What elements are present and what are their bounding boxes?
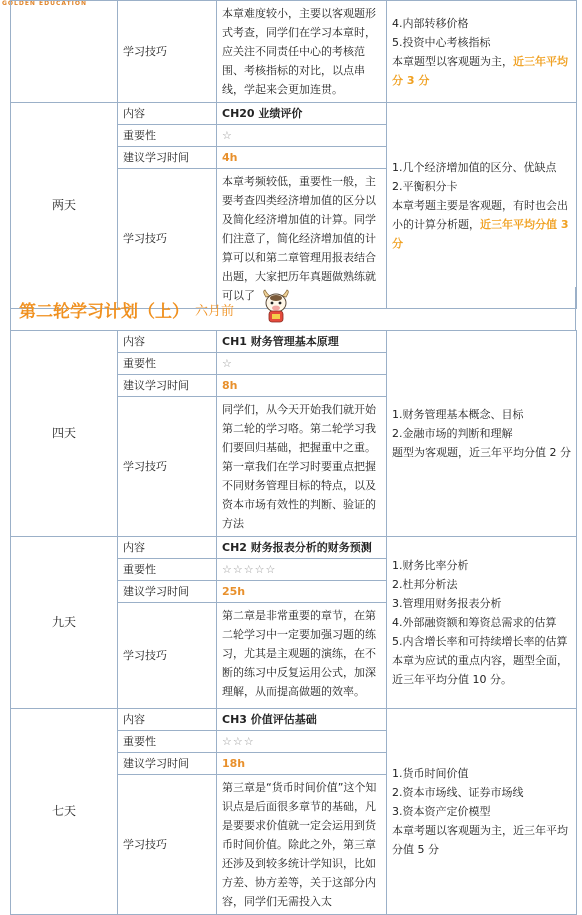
- study-hours: 4h: [217, 147, 387, 169]
- label-time: 建议学习时间: [118, 147, 217, 169]
- table-row: [11, 1, 577, 103]
- section-heading: [10, 287, 576, 330]
- day-cell: 九天: [11, 537, 118, 709]
- label-content: 内容: [118, 331, 217, 353]
- table-row: [11, 537, 577, 559]
- skills-text: 本章考频较低，重要性一般，主要考查四类经济增加值的区分以及简化经济增加值的计算。同学们注意了，简化经济增加值的计算可以和第二章管理用报表结合出题，大家把历年真题做熟练就可以了: [217, 169, 387, 309]
- study-hours: 8h: [217, 375, 387, 397]
- table-row: [11, 709, 577, 731]
- label-skills: 学习技巧: [118, 603, 217, 709]
- highlight-score: 近三年平均分 3 分: [392, 54, 568, 87]
- day-cell: 七天: [11, 709, 118, 915]
- skills-text: 同学们，从今天开始我们就开始第二轮的学习咯。第二轮学习我们要回归基础，把握重中之重。第一章我们在学习时要重点把握不同财务管理目标的特点，以及资本市场有效性的判断、验证的方法: [217, 397, 387, 537]
- highlight-score: 近三年平均分值 3 分: [392, 218, 569, 250]
- study-plan-table-upper: [10, 0, 577, 309]
- label-content: 内容: [118, 103, 217, 125]
- key-point: 1.财务管理基本概念、目标: [392, 408, 524, 421]
- chapter-title: CH1 财务管理基本原理: [217, 331, 387, 353]
- skills-text: 本章难度较小，主要以客观题形式考查，同学们在学习本章时，应关注不同责任中心的考核范围、考核指标的对比，以点串线，学起来会更加连贯。: [217, 1, 387, 103]
- note-text: 本章题型以客观题为主，近三年平均分 3 分: [392, 54, 568, 87]
- chapter-title: CH20 业绩评价: [217, 103, 387, 125]
- label-time: 建议学习时间: [118, 581, 217, 603]
- key-point: 2.金融市场的判断和理解: [392, 427, 513, 440]
- key-point: 5.投资中心考核指标: [392, 35, 491, 49]
- label-skills: 学习技巧: [118, 169, 217, 309]
- key-point: 3.管理用财务报表分析: [392, 597, 502, 610]
- key-point: 4.内部转移价格: [392, 16, 469, 30]
- study-plan-table-lower: [10, 330, 577, 915]
- label-time: 建议学习时间: [118, 753, 217, 775]
- skills-text: 第三章是“货币时间价值”这个知识点是后面很多章节的基础，凡是要要求价值就一定会运用到货币时间价值。除此之外，第三章还涉及到较多统计学知识，比如方差、协方差等，关于这部分内容，同学们无需投入太: [217, 775, 387, 915]
- section-subtitle: 六月前: [195, 304, 235, 319]
- importance-stars: ☆☆☆☆☆: [217, 559, 387, 581]
- key-points-cell: [387, 1, 577, 103]
- label-importance: 重要性: [118, 559, 217, 581]
- key-points-cell: [387, 103, 577, 309]
- label-skills: 学习技巧: [118, 397, 217, 537]
- label-content: 内容: [118, 537, 217, 559]
- importance-stars: ☆☆☆: [217, 731, 387, 753]
- key-point: 2.杜邦分析法: [392, 578, 458, 591]
- key-point: 2.平衡积分卡: [392, 180, 458, 193]
- chapter-title: CH3 价值评估基础: [217, 709, 387, 731]
- label-skills: 学习技巧: [118, 1, 217, 103]
- chapter-title: CH2 财务报表分析的财务预测: [217, 537, 387, 559]
- label-importance: 重要性: [118, 125, 217, 147]
- day-cell: 四天: [11, 331, 118, 537]
- label-time: 建议学习时间: [118, 375, 217, 397]
- label-skills: 学习技巧: [118, 775, 217, 915]
- key-point: 5.内含增长率和可持续增长率的估算: [392, 635, 568, 648]
- day-cell: 两天: [11, 103, 118, 309]
- key-point: 2.资本市场线、证券市场线: [392, 786, 524, 799]
- importance-stars: ☆: [217, 353, 387, 375]
- note-text: 本章为应试的重点内容，题型全面，近三年平均分值 10 分。: [392, 654, 568, 686]
- key-point: 3.资本资产定价模型: [392, 805, 491, 818]
- label-content: 内容: [118, 709, 217, 731]
- day-cell-empty: [11, 1, 118, 103]
- table-row: [11, 331, 577, 353]
- cartoon-ox-icon: [261, 289, 291, 325]
- brand-header-text: GOLDEN EDUCATION: [2, 0, 88, 7]
- study-hours: 25h: [217, 581, 387, 603]
- importance-stars: ☆: [217, 125, 387, 147]
- section-title: 第二轮学习计划（上）: [19, 302, 189, 322]
- key-points-cell: [387, 537, 577, 709]
- skills-text: 第二章是非常重要的章节，在第二轮学习中一定要加强习题的练习，尤其是主观题的演练，在不断的练习中反复运用公式，加深理解，从而提高做题的效率。: [217, 603, 387, 709]
- key-point: 4.外部融资额和筹资总需求的估算: [392, 616, 557, 629]
- key-points-cell: [387, 709, 577, 915]
- note-text: 本章考题主要是客观题，有时也会出小的计算分析题，近三年平均分值 3 分: [392, 199, 569, 250]
- note-text: 题型为客观题，近三年平均分值 2 分: [392, 446, 571, 459]
- table-row: [11, 103, 577, 125]
- key-point: 1.几个经济增加值的区分、优缺点: [392, 161, 557, 174]
- study-hours: 18h: [217, 753, 387, 775]
- label-importance: 重要性: [118, 731, 217, 753]
- note-text: 本章考题以客观题为主，近三年平均分值 5 分: [392, 824, 568, 856]
- key-points-cell: [387, 331, 577, 537]
- key-point: 1.财务比率分析: [392, 559, 469, 572]
- label-importance: 重要性: [118, 353, 217, 375]
- key-point: 1.货币时间价值: [392, 767, 469, 780]
